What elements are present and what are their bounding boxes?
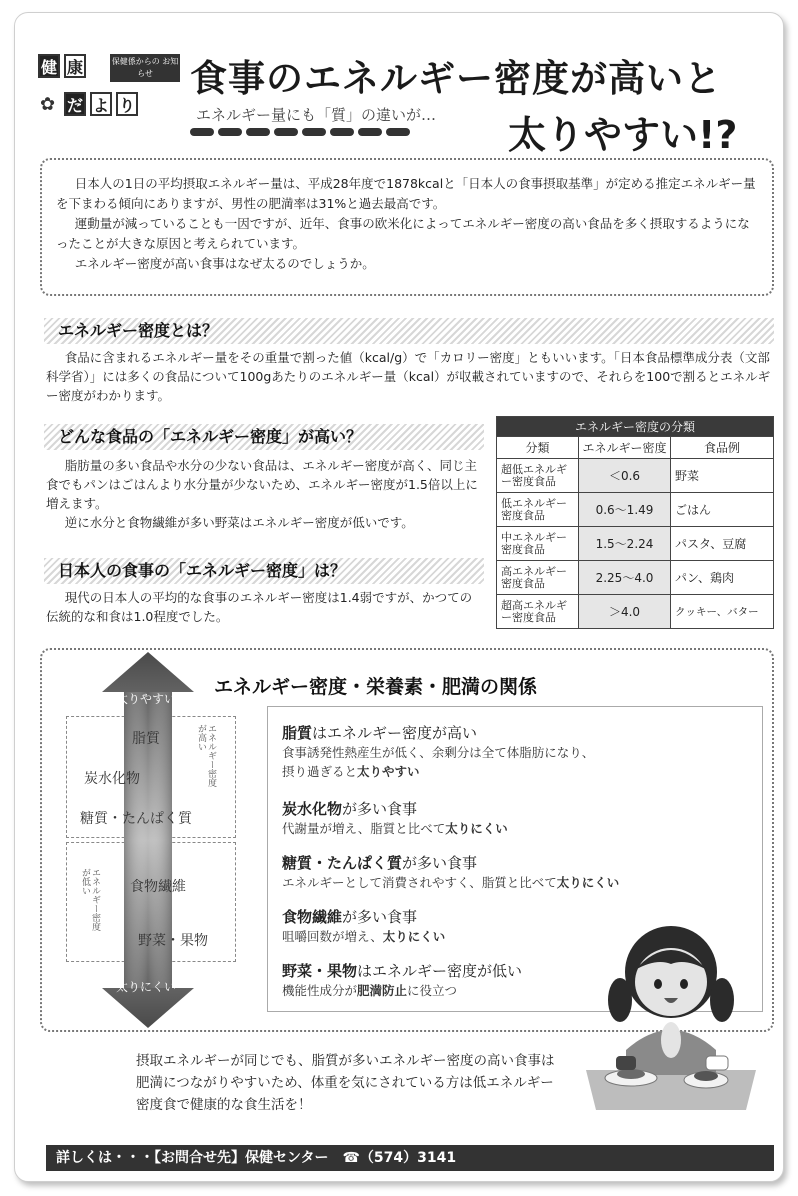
- info-head: はエネルギー密度が高い: [312, 724, 478, 742]
- density-arrow-icon: [98, 652, 198, 1028]
- info-item-fat: [282, 722, 594, 781]
- section-paragraph: 現代の日本人の平均的な食事のエネルギー密度は1.4弱ですが、かつての伝統的な和食は1.0程度でした。: [46, 590, 473, 624]
- high-density-label: エネルギー密度が高い: [196, 724, 216, 787]
- fat-label: 脂質: [132, 731, 160, 747]
- info-body-bold: 太りにくい: [445, 821, 508, 836]
- info-body-bold: 肥満防止: [357, 983, 408, 998]
- info-item-veg-fruit: [282, 960, 522, 1000]
- section-heading: エネルギー密度とは？: [44, 318, 774, 344]
- section-paragraph: 逆に水分と食物繊維が多い野菜はエネルギー密度が低いです。: [64, 515, 414, 530]
- info-body: 食事誘発性熱産生が低く、余剰分は全て体脂肪になり、: [282, 745, 595, 760]
- info-body-bold: 太りにくい: [382, 929, 446, 944]
- info-head-bold: 脂質: [282, 724, 313, 742]
- intro-paragraph: 日本人の1日の平均摂取エネルギー量は、平成28年度で1878kcalと「日本人の食事摂取基準」が定める推定エネルギー量を下まわる傾向にありますが、男性の肥満率は31%と過去最高です。: [56, 176, 756, 211]
- girl-eating-illustration: [586, 900, 756, 1110]
- info-head-bold: 糖質・たんぱく質: [282, 854, 403, 872]
- logo-char: 康: [64, 54, 86, 78]
- info-item-fiber: [282, 906, 445, 946]
- info-head-bold: 炭水化物: [282, 800, 343, 818]
- table-cell: ＜0.6: [579, 459, 671, 493]
- table-cell: 低エネルギー密度食品: [497, 493, 579, 527]
- table-cell: 野菜: [671, 459, 774, 493]
- info-body: に役立つ: [407, 983, 458, 998]
- info-body-bold: 太りにくい: [556, 875, 620, 890]
- table-row: [497, 459, 774, 493]
- logo-char: だ: [64, 92, 86, 116]
- table-row: [497, 493, 774, 527]
- health-newsletter-logo: [38, 54, 186, 120]
- info-head: はエネルギー密度が低い: [357, 962, 523, 980]
- info-item-sugar-protein: [282, 852, 619, 892]
- table-cell: クッキー、バター: [671, 595, 774, 629]
- logo-char: よ: [90, 92, 112, 116]
- veg-fruit-label: 野菜・果物: [138, 933, 208, 949]
- info-head: が多い食事: [402, 854, 478, 872]
- logo-char: り: [116, 92, 138, 116]
- table-row: [497, 561, 774, 595]
- info-body: 摂り過ぎると: [282, 764, 358, 779]
- table-cell: パン、鶏肉: [671, 561, 774, 595]
- info-body: 機能性成分が: [282, 983, 358, 998]
- info-body: 代謝量が増え、脂質と比べて: [282, 821, 446, 836]
- info-body: 咀嚼回数が増え、: [282, 929, 383, 944]
- table-header: 食品例: [671, 437, 774, 459]
- flower-icon: ✿: [40, 94, 56, 115]
- page-title: 食事のエネルギー密度が高いと: [190, 57, 722, 100]
- table-cell: 超高エネルギー密度食品: [497, 595, 579, 629]
- intro-paragraph: エネルギー密度が高い食事はなぜ太るのでしょうか。: [74, 256, 375, 271]
- table-row: [497, 527, 774, 561]
- energy-density-table: [496, 416, 774, 629]
- page-title-line2: 太りやすい!?: [508, 113, 738, 157]
- intro-paragraph: 運動量が減っていることも一因ですが、近年、食事の欧米化によってエネルギー密度の高い食品を多く摂取するようになったことが大きな原因と考えられています。: [56, 216, 750, 251]
- sugar-protein-label: 糖質・たんぱく質: [80, 811, 192, 827]
- arrow-bottom-label: 太りにくい: [116, 980, 177, 994]
- intro-box: [40, 158, 774, 296]
- arrow-top-label: 太りやすい: [116, 692, 177, 706]
- low-density-label: エネルギー密度が低い: [80, 868, 100, 931]
- page-subtitle: エネルギー量にも「質」の違いが…: [196, 106, 437, 124]
- info-body-bold: 太りやすい: [357, 764, 420, 779]
- section-heading: 日本人の食事の「エネルギー密度」は？: [44, 558, 484, 584]
- section-paragraph: 食品に含まれるエネルギー量をその重量で割った値（kcal/g）で「カロリー密度」ともいいます。「日本食品標準成分表（文部科学省）」には多くの食品について100gあたりのエネルギー量（kcal）が収載されていますので、それらを100で割るとエネルギー密度がわかります。: [46, 350, 771, 403]
- table-cell: パスタ、豆腐: [671, 527, 774, 561]
- table-cell: 中エネルギー密度食品: [497, 527, 579, 561]
- table-cell: 2.25〜4.0: [579, 561, 671, 595]
- carb-label: 炭水化物: [84, 771, 140, 787]
- info-head: が多い食事: [342, 800, 418, 818]
- info-head: が多い食事: [342, 908, 418, 926]
- closing-message: 摂取エネルギーが同じでも、脂質が多いエネルギー密度の高い食事は肥満につながりやすいため、体重を気にされている方は低エネルギー密度食で健康的な食生活を！: [136, 1053, 555, 1113]
- relation-title: エネルギー密度・栄養素・肥満の関係: [214, 676, 538, 698]
- section-text: [46, 348, 774, 405]
- table-cell: 高エネルギー密度食品: [497, 561, 579, 595]
- info-body: エネルギーとして消費されやすく、脂質と比べて: [282, 875, 557, 890]
- section-text: [46, 588, 482, 626]
- info-head-bold: 食物繊維: [282, 908, 343, 926]
- decorative-dots: [190, 128, 410, 136]
- section-paragraph: 脂肪量の多い食品や水分の少ない食品は、エネルギー密度が高く、同じ主食でもパンはごはんより水分量が少ないため、エネルギー密度が1.5倍以上に増えます。: [46, 458, 478, 511]
- table-cell: ごはん: [671, 493, 774, 527]
- logo-char: 健: [38, 54, 60, 78]
- table-caption: エネルギー密度の分類: [497, 417, 774, 437]
- fiber-label: 食物繊維: [130, 879, 186, 895]
- section-heading: どんな食品の「エネルギー密度」が高い？: [44, 424, 484, 450]
- logo-note: 保健係からの お知らせ: [110, 54, 180, 82]
- info-head-bold: 野菜・果物: [282, 962, 358, 980]
- section-text: [46, 456, 482, 532]
- table-row: [497, 595, 774, 629]
- table-cell: 超低エネルギー密度食品: [497, 459, 579, 493]
- table-cell: 0.6〜1.49: [579, 493, 671, 527]
- table-cell: ＞4.0: [579, 595, 671, 629]
- table-header: 分類: [497, 437, 579, 459]
- table-cell: 1.5〜2.24: [579, 527, 671, 561]
- table-header: エネルギー密度: [579, 437, 671, 459]
- contact-footer: 詳しくは・・・【お問合せ先】保健センター ☎（574）3141: [46, 1145, 774, 1171]
- info-item-carb: [282, 798, 508, 838]
